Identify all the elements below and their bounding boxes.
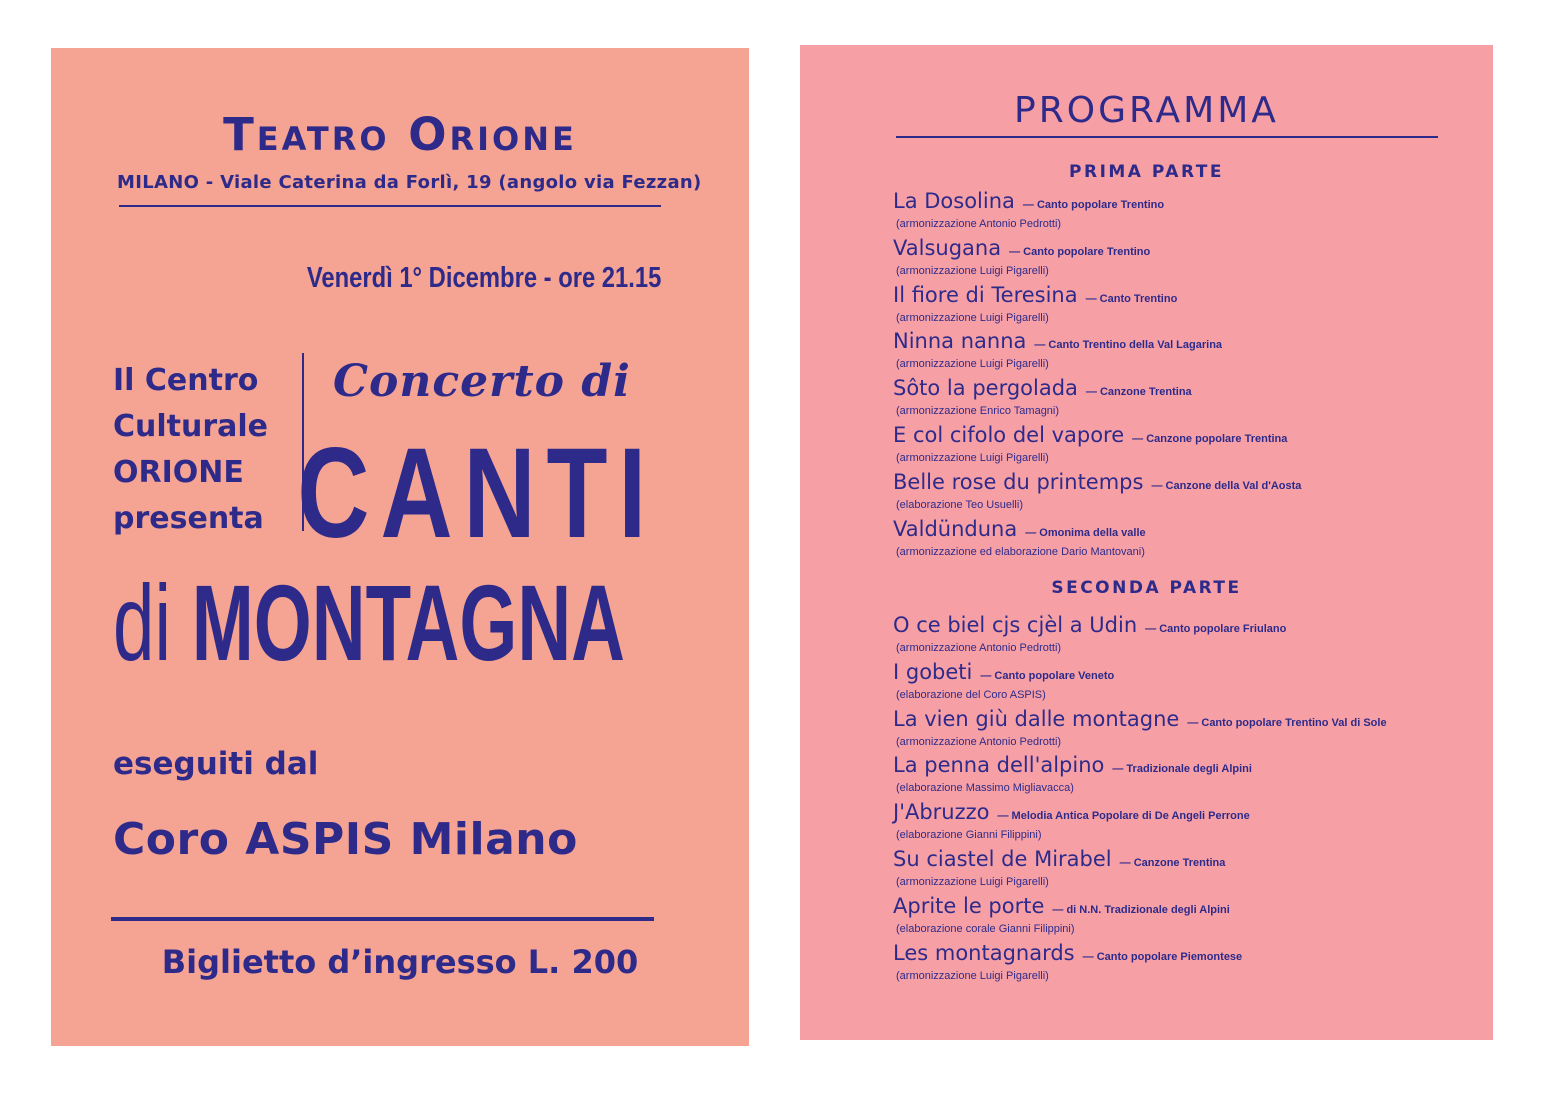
song-description: — Canto Trentino [1085, 292, 1178, 305]
song-description: — Omonima della valle [1025, 526, 1146, 539]
song-arrangement: (armonizzazione Luigi Pigarelli) [896, 264, 1049, 277]
theater-address: MILANO - Viale Caterina da Forlì, 19 (angolo via Fezzan) [117, 172, 702, 193]
song-description: — Canzone Trentina [1085, 386, 1192, 399]
song-item [893, 846, 1387, 893]
song-line [893, 469, 1301, 499]
song-arrangement: (elaborazione Massimo Migliavacca) [896, 782, 1074, 795]
song-line [893, 752, 1387, 782]
song-line [893, 328, 1301, 358]
song-title: La vien giù dalle montagne [893, 706, 1180, 731]
footer-divider [111, 917, 654, 921]
song-list-seconda [893, 612, 1387, 986]
canti-heading: CANTI [297, 422, 657, 565]
song-title: O ce biel cjs cjèl a Udin [893, 613, 1138, 637]
song-item [893, 940, 1387, 987]
song-title: E col cifolo del vapore [893, 422, 1125, 447]
song-description: — Canto popolare Friulano [1145, 623, 1287, 635]
section-heading-prima: PRIMA PARTE [1069, 162, 1224, 182]
montagna-heading [113, 562, 625, 683]
song-description: — Canzone popolare Trentina [1132, 432, 1288, 445]
song-title: La Dosolina [893, 189, 1015, 213]
ticket-price: Biglietto d’ingresso L. 200 [161, 943, 639, 981]
song-line [893, 516, 1301, 546]
song-line [893, 188, 1301, 218]
presenter-line: ORIONE [113, 455, 244, 490]
song-item [893, 235, 1301, 282]
song-title: J'Abruzzo [893, 800, 990, 825]
song-description: — Melodia Antica Popolare di De Angeli Perrone [997, 810, 1250, 823]
song-title: Ninna nanna [893, 329, 1027, 354]
song-description: — Canto popolare Trentino Val di Sole [1187, 716, 1387, 729]
song-description: — Canto popolare Trentino [1022, 199, 1165, 211]
song-item [893, 893, 1387, 940]
song-item [893, 516, 1301, 563]
di-word: di [113, 562, 172, 683]
song-title: Sôto la pergolada [893, 376, 1078, 401]
song-item [893, 799, 1387, 846]
theater-title [51, 108, 749, 161]
song-title: Valsugana [893, 235, 1002, 260]
presenter-block [113, 358, 268, 542]
song-description: — Canzone Trentina [1119, 856, 1226, 869]
song-arrangement: (elaborazione Teo Usuelli) [896, 498, 1023, 511]
song-item [893, 422, 1301, 469]
song-line [893, 612, 1387, 642]
song-description: — Canto popolare Veneto [980, 669, 1115, 682]
song-arrangement: (armonizzazione Luigi Pigarelli) [896, 875, 1049, 888]
performed-by-label: eseguiti dal [113, 746, 319, 782]
song-line [893, 422, 1301, 452]
song-title: Su ciastel de Mirabel [893, 846, 1112, 871]
song-item [893, 375, 1301, 422]
song-arrangement: (armonizzazione Luigi Pigarelli) [896, 358, 1049, 371]
presenter-line: presenta [113, 501, 264, 536]
song-line [893, 846, 1387, 876]
song-item [893, 469, 1301, 516]
poster-sheet [51, 48, 749, 1046]
song-description: — Canto popolare Trentino [1009, 245, 1151, 258]
song-line [893, 375, 1301, 405]
program-title: PROGRAMMA [1014, 90, 1279, 131]
song-title: Il fiore di Teresina [893, 282, 1078, 307]
presenter-line: Il Centro [113, 363, 259, 398]
song-list-prima [893, 188, 1301, 562]
song-description: — Canzone della Val d'Aosta [1151, 479, 1302, 492]
song-arrangement: (elaborazione del Coro ASPIS) [896, 688, 1046, 701]
song-arrangement: (armonizzazione Antonio Pedrotti) [896, 642, 1062, 654]
song-description: — Canto popolare Piemontese [1082, 950, 1243, 963]
song-line [893, 659, 1387, 689]
song-description: — di N.N. Tradizionale degli Alpini [1052, 903, 1230, 916]
song-title: Les montagnards [893, 940, 1075, 965]
theater-title-text: Teatro Orione [223, 108, 577, 161]
song-item [893, 706, 1387, 753]
header-divider [119, 205, 661, 207]
song-arrangement: (armonizzazione Luigi Pigarelli) [896, 451, 1049, 464]
song-description: — Canto Trentino della Val Lagarina [1034, 339, 1223, 352]
song-arrangement: (elaborazione corale Gianni Filippini) [896, 922, 1075, 935]
song-arrangement: (elaborazione Gianni Filippini) [896, 829, 1042, 842]
song-arrangement: (armonizzazione Luigi Pigarelli) [896, 969, 1049, 982]
concerto-heading: Concerto di [333, 356, 631, 407]
program-sheet [800, 45, 1493, 1040]
song-item [893, 188, 1301, 235]
song-item [893, 328, 1301, 375]
song-title: La penna dell'alpino [893, 753, 1105, 778]
song-item [893, 659, 1387, 706]
song-item [893, 282, 1301, 329]
presenter-line: Culturale [113, 409, 269, 444]
song-line [893, 235, 1301, 265]
song-item [893, 612, 1387, 659]
song-title: Aprite le porte [893, 893, 1045, 918]
program-title-rule [896, 136, 1438, 138]
section-heading-seconda: SECONDA PARTE [1051, 578, 1242, 598]
song-line [893, 940, 1387, 970]
song-item [893, 752, 1387, 799]
choir-name: Coro ASPIS Milano [113, 814, 578, 865]
montagna-word: MONTAGNA [191, 562, 625, 683]
song-line [893, 893, 1387, 923]
song-arrangement: (armonizzazione Antonio Pedrotti) [896, 218, 1062, 230]
song-arrangement: (armonizzazione Luigi Pigarelli) [896, 311, 1049, 324]
song-arrangement: (armonizzazione ed elaborazione Dario Mantovani) [896, 545, 1145, 558]
song-line [893, 706, 1387, 736]
song-arrangement: (armonizzazione Antonio Pedrotti) [896, 735, 1062, 748]
song-title: Belle rose du printemps [893, 469, 1144, 494]
song-title: I gobeti [893, 659, 973, 684]
event-date: Venerdì 1° Dicembre - ore 21.15 [306, 262, 661, 294]
song-line [893, 799, 1387, 829]
song-line [893, 282, 1301, 312]
song-description: — Tradizionale degli Alpini [1112, 763, 1252, 776]
song-title: Valdünduna [893, 516, 1018, 541]
song-arrangement: (armonizzazione Enrico Tamagni) [896, 405, 1060, 418]
